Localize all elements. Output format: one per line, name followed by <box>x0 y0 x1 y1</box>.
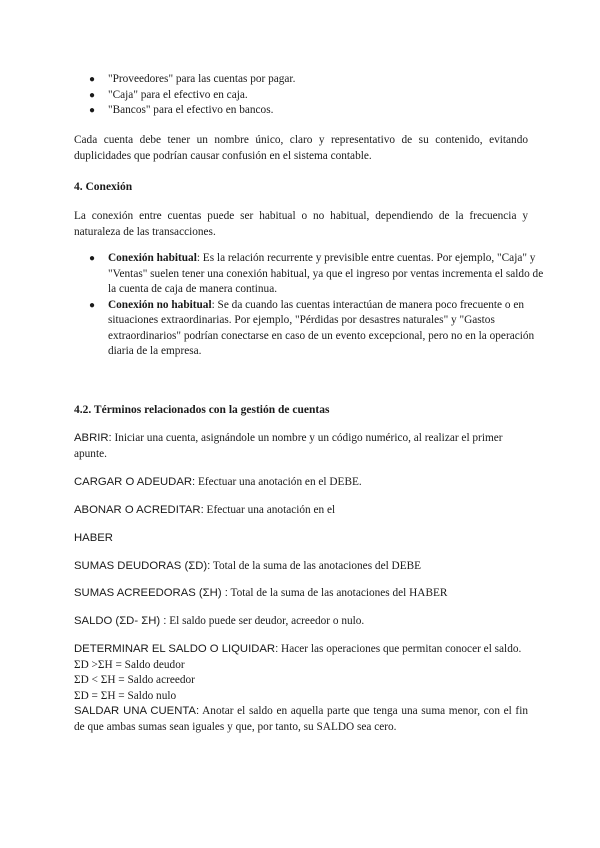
term-saldar: SALDAR UNA CUENTA: Anotar el saldo en aquella parte que tenga una suma menor, con el fin de que ambas sumas sean iguales y que, por tanto, su SALDO sea cero. <box>74 705 528 733</box>
unique-name-paragraph: Cada cuenta debe tener un nombre único, claro y representativo de su contenido, evitando duplicidades que podrían causar confusión en el sistema contable. <box>74 134 528 162</box>
term-abrir: ABRIR: Iniciar una cuenta, asignándole un nombre y un código numérico, al realizar el primer apunte. <box>74 432 503 460</box>
bullet-icon: ● <box>89 89 96 101</box>
section-42-heading: 4.2. Términos relacionados con la gestión de cuentas <box>74 404 330 416</box>
term-saldo-block <box>74 614 528 630</box>
unique-name-paragraph-block <box>74 133 528 164</box>
bullet-icon: ● <box>89 299 96 311</box>
term-cargar-block <box>74 475 528 491</box>
formula-saldo-deudor: ΣD >ΣH = Saldo deudor <box>74 658 185 671</box>
list-item-habitual: ● Conexión habitual: Es la relación recurrente y previsible entre cuentas. Por ejemplo, "Caja" y "Ventas" suelen tener una conexión habitual, ya que el ingreso por ventas incrementa el saldo de la cuenta de caja de manera continua. <box>89 252 544 295</box>
account-names-list-block <box>74 72 528 119</box>
list-item: ● "Proveedores" para las cuentas por pagar. <box>74 72 528 88</box>
formula-saldo-acreedor: ΣD < ΣH = Saldo acreedor <box>74 674 195 686</box>
term-determinar-block <box>74 642 528 735</box>
connection-list-block <box>74 251 544 360</box>
term-abonar: ABONAR O ACREDITAR: Efectuar una anotación en el <box>74 504 336 516</box>
bullet-icon: ● <box>89 253 96 264</box>
connection-list <box>74 251 544 360</box>
term-sumas-deudoras-block <box>74 559 528 575</box>
bullet-icon: ● <box>89 74 96 85</box>
term-abrir-block <box>74 431 528 462</box>
term-haber: HABER <box>74 532 113 544</box>
section-42-heading-block <box>74 403 528 419</box>
term-cargar: CARGAR O ADEUDAR: Efectuar una anotación en el DEBE. <box>74 476 362 488</box>
formula-saldo-nulo: ΣD = ΣH = Saldo nulo <box>74 689 177 702</box>
list-item-no-habitual: ● Conexión no habitual: Se da cuando las cuentas interactúan de manera poco frecuente o en situaciones extraordinarias. Por ejemplo, "Pérdidas por desastres naturales" y "Gastos extraordinarios" podrían conectarse en caso de un evento excepcional, pero no en la operación diaria de la empresa. <box>89 298 535 357</box>
list-item: ● "Bancos" para el efectivo en bancos. <box>74 103 528 119</box>
term-haber-block <box>74 531 528 547</box>
bullet-icon: ● <box>89 105 96 116</box>
term-saldo: SALDO (ΣD- ΣH) : El saldo puede ser deudor, acreedor o nulo. <box>74 615 365 627</box>
term-sumas-acreedoras-block <box>74 586 528 602</box>
section-4-heading-block <box>74 180 528 196</box>
section-4-intro-block <box>74 209 528 240</box>
section-4-heading: 4. Conexión <box>74 181 133 193</box>
term-determinar: DETERMINAR EL SALDO O LIQUIDAR: Hacer las operaciones que permitan conocer el saldo. <box>74 643 522 655</box>
term-sumas-acreedoras: SUMAS ACREEDORAS (ΣH) : Total de la suma de las anotaciones del HABER <box>74 587 448 599</box>
account-names-list <box>74 72 528 119</box>
term-sumas-deudoras: SUMAS DEUDORAS (ΣD): Total de la suma de las anotaciones del DEBE <box>74 560 422 572</box>
term-abonar-block <box>74 503 528 519</box>
section-4-intro: La conexión entre cuentas puede ser habitual o no habitual, dependiendo de la frecuencia y naturaleza de las transacciones. <box>74 210 528 238</box>
list-item: ● "Caja" para el efectivo en caja. <box>74 88 528 104</box>
